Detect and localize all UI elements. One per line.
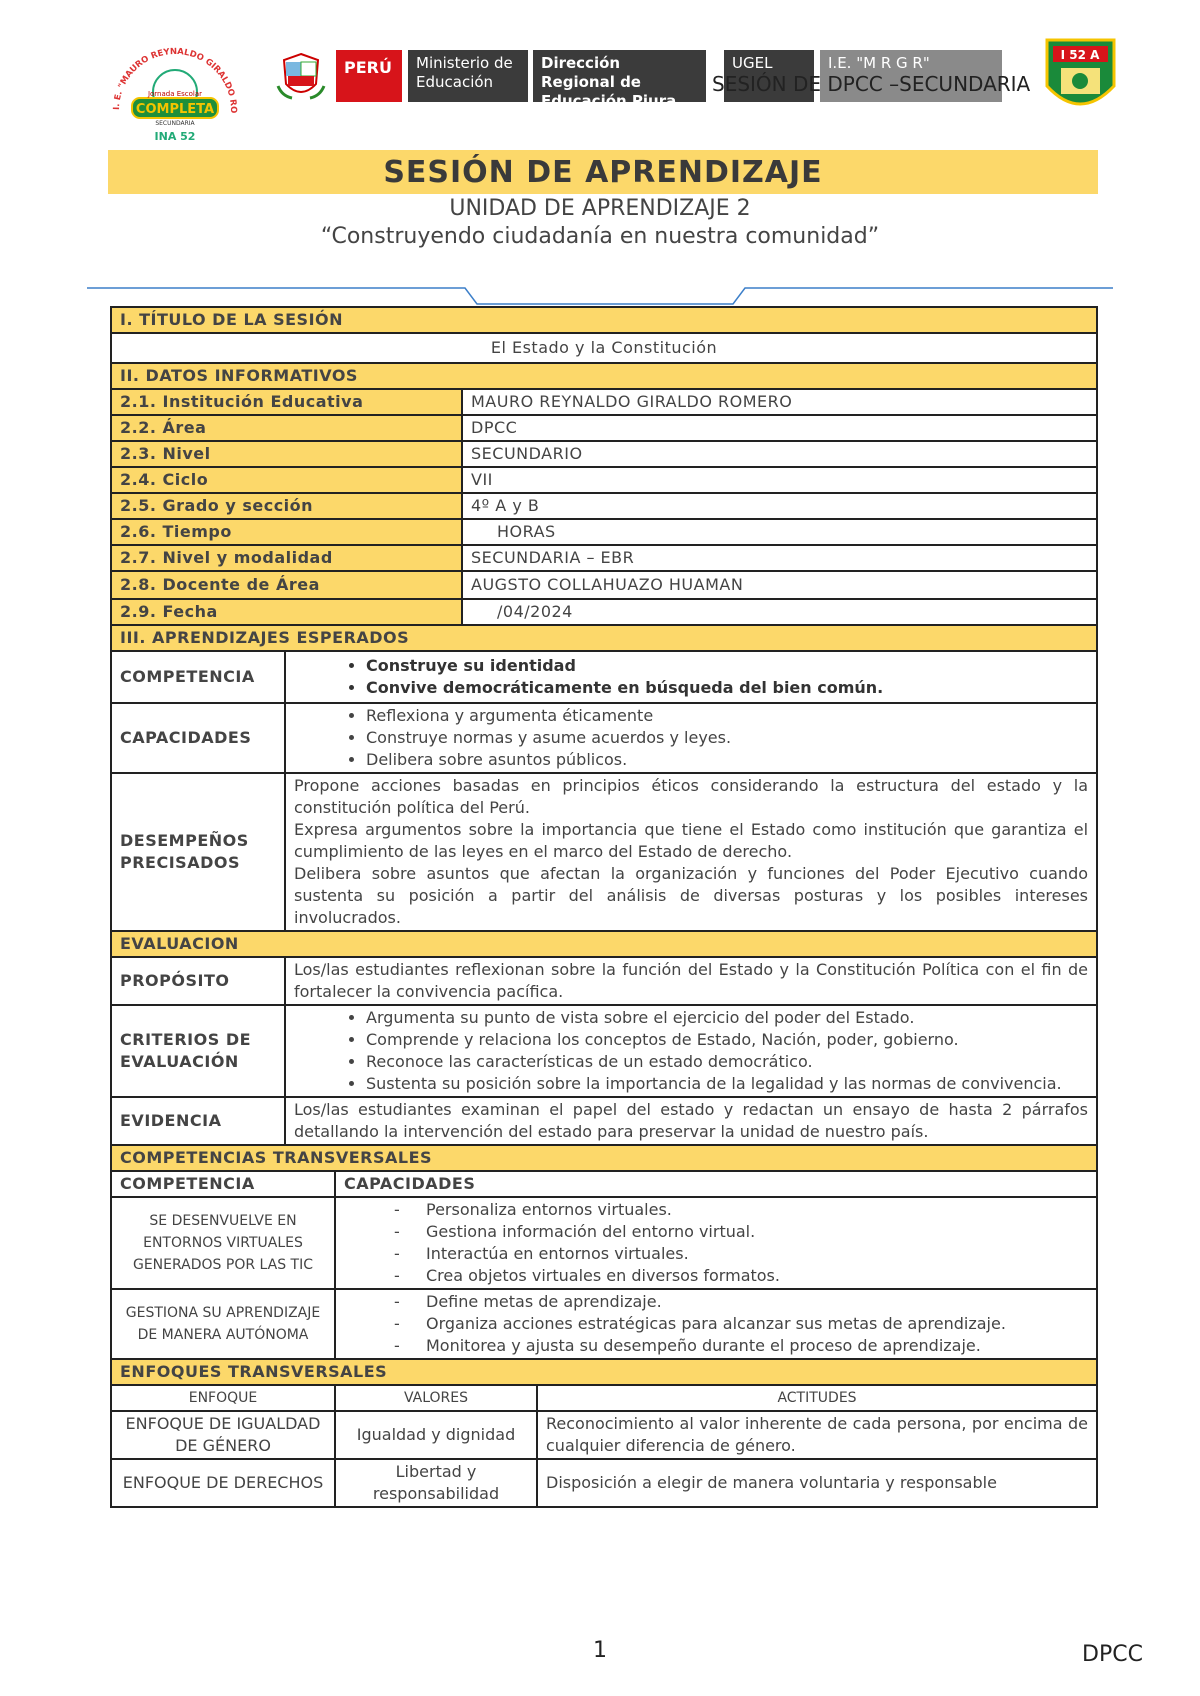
- list-item: - Personaliza entornos virtuales.: [426, 1199, 1088, 1221]
- desempenos-row: DESEMPEÑOS PRECISADOS Propone acciones basadas en principios éticos considerando la estructura del estado y la constitución política del Perú. Expresa argumentos sobre la importancia que tiene el Estado como institución que garantiza el cumplimiento de las leyes en el marco del Estado de derecho. Delibera sobre asuntos que afectan la organización y funciones del Poder Ejecutivo cuando sustenta su posición a partir del análisis de diversas posturas y los posibles intereses involucrados.: [111, 773, 1097, 931]
- list-item: • Comprende y relaciona los conceptos de Estado, Nación, poder, gobierno.: [366, 1029, 1088, 1051]
- banner-ie: I.E. "M R G R": [820, 50, 1002, 102]
- unit-title: UNIDAD DE APRENDIZAJE 2: [449, 196, 751, 221]
- list-item: • Delibera sobre asuntos públicos.: [366, 749, 1088, 771]
- unit-name: “Construyendo ciudadanía en nuestra comunidad”: [320, 224, 880, 249]
- logo-badge: COMPLETA: [135, 102, 215, 117]
- list-item: • Sustenta su posición sobre la importancia de la legalidad y las normas de convivencia.: [366, 1073, 1088, 1095]
- banner-direccion: Dirección Regional de Educación Piura: [533, 50, 706, 102]
- logo-arc-text: I. E. "MAURO REYNALDO GIRALDO RO: [111, 46, 239, 114]
- footer-area-label: DPCC: [1082, 1642, 1143, 1667]
- section-aprendizajes: III. APRENDIZAJES ESPERADOS: [111, 625, 1097, 651]
- session-table: [110, 306, 1098, 1508]
- capacidades-row: CAPACIDADES • Reflexiona y argumenta éticamente • Construye normas y asume acuerdos y leyes. • Delibera sobre asuntos públicos.: [111, 703, 1097, 773]
- banner-ugel: UGEL: [724, 50, 814, 102]
- logo-badge-top: Jornada Escolar: [147, 90, 203, 98]
- section-transversales: COMPETENCIAS TRANSVERSALES: [111, 1145, 1097, 1171]
- datos-row: 2.4. Ciclo VII: [111, 467, 1097, 493]
- evidencia-row: EVIDENCIA Los/las estudiantes examinan el papel del estado y redactan un ensayo de hasta 2 párrafos detallando la intervención del estado para preservar la unidad de nuestro país.: [111, 1097, 1097, 1145]
- enfoque-row: ENFOQUE DE DERECHOS Libertad y responsabilidad Disposición a elegir de manera voluntaria y responsable: [111, 1459, 1097, 1507]
- desempeno-item: Delibera sobre asuntos que afectan la organización y funciones del Poder Ejecutivo cuando sustenta su posición a partir del análisis de diversas posturas y los posibles intereses involucrados.: [294, 864, 1089, 927]
- logo-badge-sub: SECUNDARIA: [155, 120, 195, 127]
- list-item: • Reconoce las características de un estado democrático.: [366, 1051, 1088, 1073]
- page-number: 1: [593, 1638, 607, 1663]
- datos-row: 2.7. Nivel y modalidad SECUNDARIA – EBR: [111, 545, 1097, 571]
- proposito-row: PROPÓSITO Los/las estudiantes reflexionan sobre la función del Estado y la Constitución Política con el fin de fortalecer la convivencia pacífica.: [111, 957, 1097, 1005]
- datos-row: 2.6. Tiempo HORAS: [111, 519, 1097, 545]
- criterios-row: CRITERIOS DE EVALUACIÓN • Argumenta su punto de vista sobre el ejercicio del poder del Estado. • Comprende y relaciona los conceptos de Estado, Nación, poder, gobierno. • Reconoce las características de un estado democrático. • Sustenta su posición sobre la importancia de la legalidad y las normas de convivencia.: [111, 1005, 1097, 1097]
- list-item: - Organiza acciones estratégicas para alcanzar sus metas de aprendizaje.: [426, 1313, 1088, 1335]
- list-item: - Monitorea y ajusta su desempeño durante el proceso de aprendizaje.: [426, 1335, 1088, 1357]
- datos-row: 2.2. Área DPCC: [111, 415, 1097, 441]
- section-evaluacion: EVALUACION: [111, 931, 1097, 957]
- school-logo: [105, 40, 245, 145]
- datos-row: 2.5. Grado y sección 4º A y B: [111, 493, 1097, 519]
- enfoque-row: ENFOQUE DE IGUALDAD DE GÉNERO Igualdad y dignidad Reconocimiento al valor inherente de cada persona, por encima de cualquier diferencia de género.: [111, 1411, 1097, 1459]
- list-item: • Reflexiona y argumenta éticamente: [366, 705, 1088, 727]
- enfoques-header: ENFOQUE VALORES ACTITUDES: [111, 1385, 1097, 1411]
- shield-text: I 52 A: [1060, 48, 1100, 62]
- desempeno-item: Expresa argumentos sobre la importancia que tiene el Estado como institución que garantiza el cumplimiento de las leyes en el marco del Estado de derecho.: [294, 820, 1089, 861]
- banner-ministerio: Ministerio de Educación: [408, 50, 528, 102]
- section-titulo: I. TÍTULO DE LA SESIÓN: [111, 307, 1097, 333]
- desempeno-item: Propone acciones basadas en principios éticos considerando la estructura del estado y la constitución política del Perú.: [294, 776, 1089, 817]
- list-item: - Crea objetos virtuales en diversos formatos.: [426, 1265, 1088, 1287]
- list-item: • Convive democráticamente en búsqueda del bien común.: [366, 677, 1088, 699]
- school-shield-icon: [1043, 36, 1118, 118]
- list-item: • Argumenta su punto de vista sobre el ejercicio del poder del Estado.: [366, 1007, 1088, 1029]
- list-item: - Interactúa en entornos virtuales.: [426, 1243, 1088, 1265]
- session-header-title: SESIÓN DE DPCC –SECUNDARIA: [712, 72, 1031, 96]
- list-item: • Construye su identidad: [366, 655, 1088, 677]
- transversal-row: SE DESENVUELVE EN ENTORNOS VIRTUALES GENERADOS POR LAS TIC - Personaliza entornos virtuales. - Gestiona información del entorno virtual. - Interactúa en entornos virtuales. - Crea objetos virtuales en diversos formatos.: [111, 1197, 1097, 1289]
- page-title: SESIÓN DE APRENDIZAJE: [383, 155, 823, 190]
- section-enfoques: ENFOQUES TRANSVERSALES: [111, 1359, 1097, 1385]
- list-item: • Construye normas y asume acuerdos y leyes.: [366, 727, 1088, 749]
- datos-row: 2.3. Nivel SECUNDARIO: [111, 441, 1097, 467]
- section-datos: II. DATOS INFORMATIVOS: [111, 363, 1097, 389]
- banner-peru: PERÚ: [336, 50, 402, 102]
- list-item: - Define metas de aprendizaje.: [426, 1291, 1088, 1313]
- transversal-row: GESTIONA SU APRENDIZAJE DE MANERA AUTÓNOMA - Define metas de aprendizaje. - Organiza acciones estratégicas para alcanzar sus metas de aprendizaje. - Monitorea y ajusta su desempeño durante el proceso de aprendizaje.: [111, 1289, 1097, 1359]
- decorative-divider: [85, 284, 1115, 308]
- logo-code: INA 52: [154, 130, 196, 143]
- datos-row: 2.9. Fecha /04/2024: [111, 599, 1097, 625]
- competencia-row: COMPETENCIA • Construye su identidad • Convive democráticamente en búsqueda del bien común.: [111, 651, 1097, 703]
- transversales-header: COMPETENCIA CAPACIDADES: [111, 1171, 1097, 1197]
- datos-row: 2.8. Docente de Área AUGSTO COLLAHUAZO HUAMAN: [111, 571, 1097, 599]
- session-title-value: El Estado y la Constitución: [111, 333, 1097, 363]
- list-item: - Gestiona información del entorno virtual.: [426, 1221, 1088, 1243]
- peru-coat-of-arms-icon: [272, 46, 330, 106]
- datos-row: 2.1. Institución Educativa MAURO REYNALDO GIRALDO ROMERO: [111, 389, 1097, 415]
